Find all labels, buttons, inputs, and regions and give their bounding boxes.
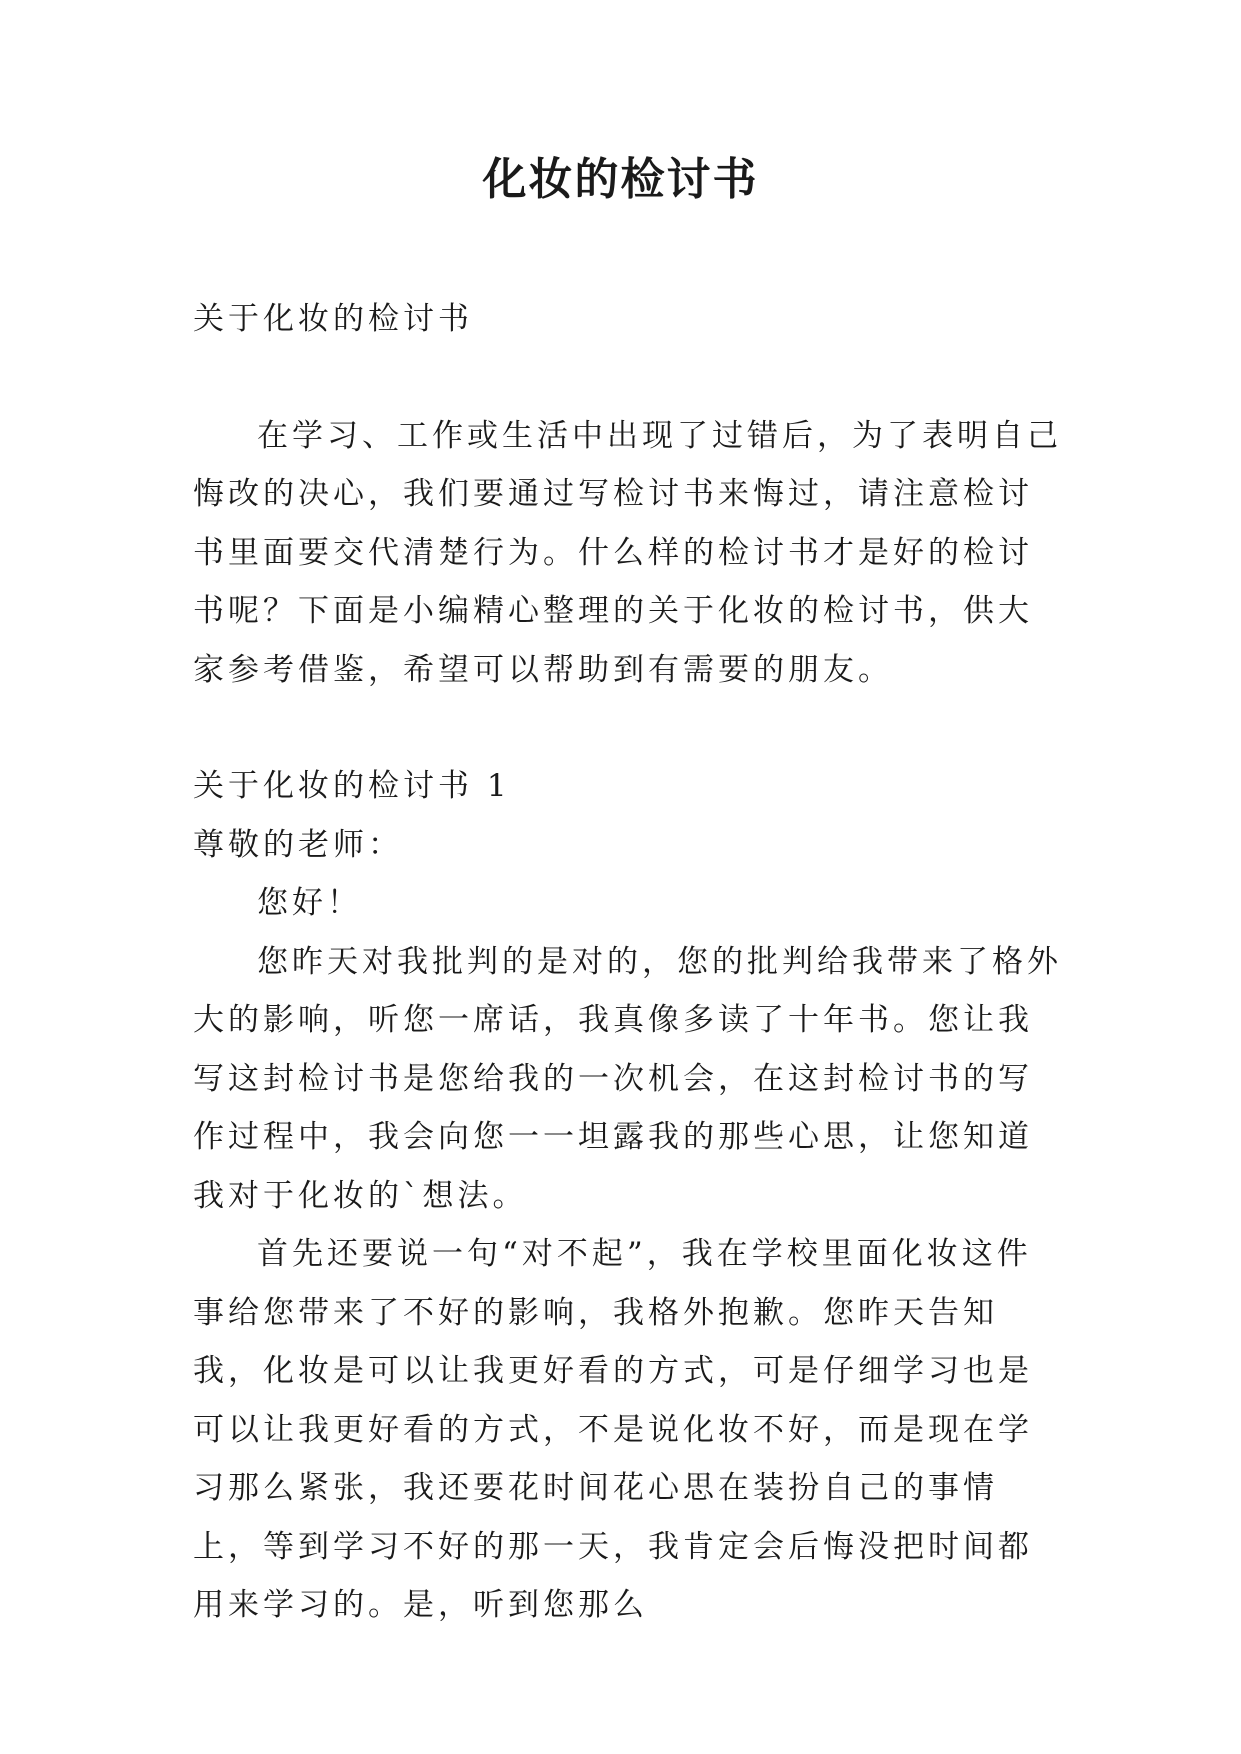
document-title: 化妆的检讨书: [482, 154, 759, 205]
spacer: [193, 699, 1063, 757]
section-title: 关于化妆的检讨书 1: [193, 768, 511, 804]
document-body: [193, 290, 1063, 1635]
salutation: 尊敬的老师：: [193, 826, 403, 863]
body-paragraph-2: 首先还要说一句“对不起”，我在学校里面化妆这件事给您带来了不好的影响，我格外抱歉。您昨天告知我，化妆是可以让我更好看的方式，可是仔细学习也是可以让我更好看的方式，不是说化妆不好，而是现在学习那么紧张，我还要花时间花心思在装扮自己的事情上，等到学习不好的那一天，我肯定会后悔没把时间都用来学习的。是，听到您那么: [193, 1236, 1033, 1623]
document-heading: 关于化妆的检讨书: [193, 301, 473, 337]
spacer: [193, 349, 1063, 407]
body-paragraph-1: 您昨天对我批判的是对的，您的批判给我带来了格外大的影响，听您一席话，我真像多读了十年书。您让我写这封检讨书是您给我的一次机会，在这封检讨书的写作过程中，我会向您一一坦露我的那些心思，让您知道我对于化妆的`想法。: [193, 943, 1062, 1214]
intro-paragraph: 在学习、工作或生活中出现了过错后，为了表明自己悔改的决心，我们要通过写检讨书来悔过，请注意检讨书里面要交代清楚行为。什么样的检讨书才是好的检讨书呢？下面是小编精心整理的关于化妆的检讨书，供大家参考借鉴，希望可以帮助到有需要的朋友。: [193, 417, 1062, 688]
greeting: 您好！: [257, 885, 362, 921]
